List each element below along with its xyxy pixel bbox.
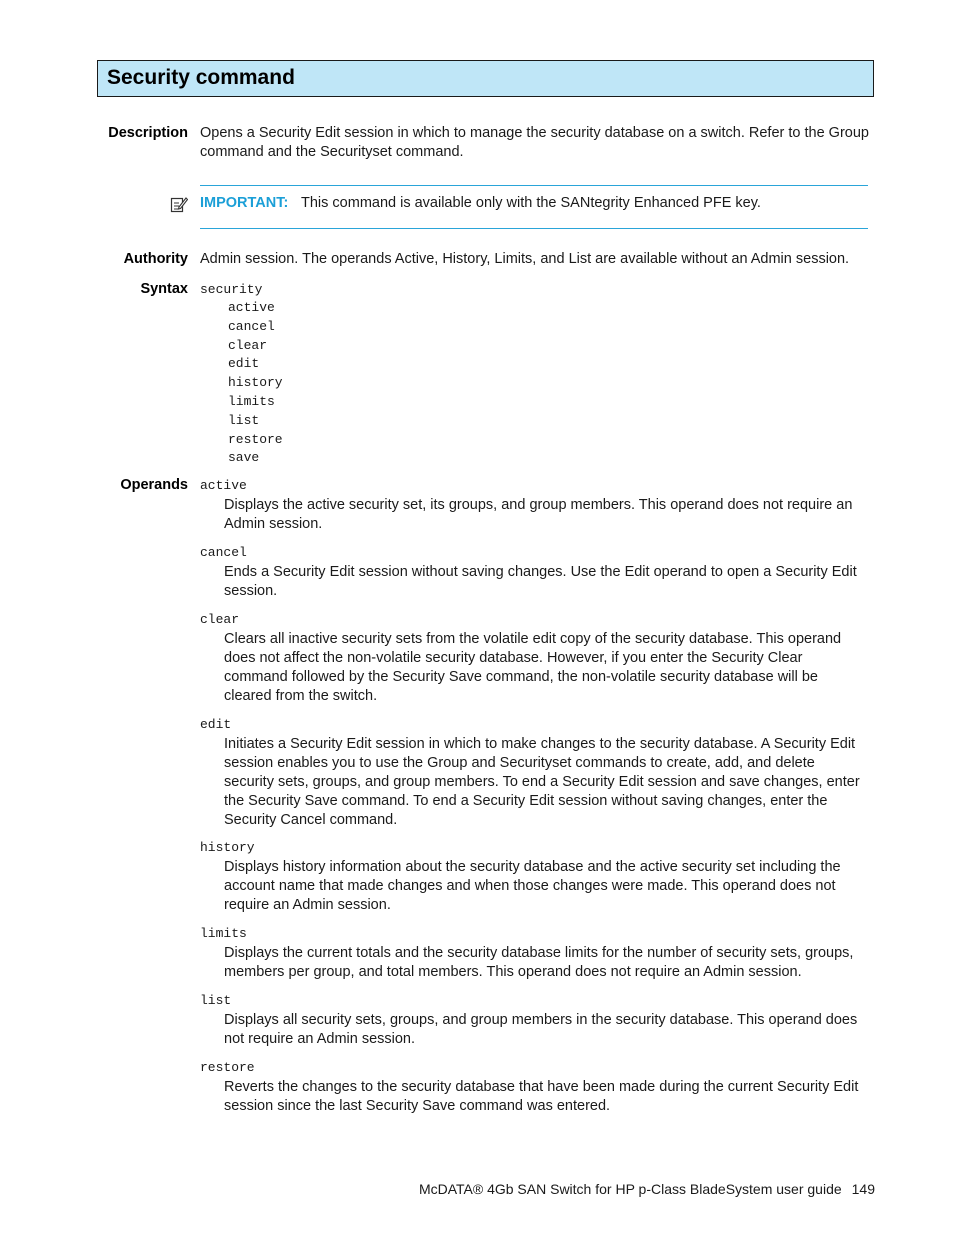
footer-guide-title: McDATA® 4Gb SAN Switch for HP p-Class BladeSystem user guide [418,1181,842,1197]
page-title: Security command [107,66,295,89]
operand-description: Ends a Security Edit session without saving changes. Use the Edit operand to open a Security Edit session. [224,563,857,599]
title-bar [97,60,874,97]
important-text: This command is available only with the SANtegrity Enhanced PFE key. [301,195,761,211]
operand-item [200,544,872,601]
operand-item [200,925,872,982]
syntax-operand: restore [228,431,283,447]
operand-name: clear [200,612,240,627]
operand-description: Displays history information about the security database and the active security set including the account name that made changes and when those changes were made. This operand does not require an Admin session. [224,858,841,913]
description-label: Description [108,125,188,141]
operand-item [200,716,872,830]
syntax-operand: edit [228,356,260,372]
authority-label: Authority [123,251,188,267]
syntax-operand: clear [228,337,268,353]
syntax-operand: cancel [228,318,275,334]
operand-name: restore [200,1060,255,1075]
operand-description: Clears all inactive security sets from the volatile edit copy of the security database. This operand does not affect the non-volatile security database. However, if you enter the Security Clear command followed by the Security Save command, the non-volatile security database will be cleared from the switch. [224,630,842,704]
important-label: IMPORTANT: [200,195,289,211]
operand-description: Displays the current totals and the security database limits for the number of security sets, groups, members per group, and total members. This operand does not require an Admin session. [224,944,854,980]
syntax-operand: active [228,300,275,315]
operand-name: history [200,840,255,855]
operand-name: list [200,993,232,1008]
syntax-operand: list [228,412,260,428]
page-footer [419,1180,875,1199]
syntax-command: security [200,282,263,297]
syntax-operand: history [228,375,283,391]
operand-name: edit [200,717,232,732]
syntax-operand: limits [228,393,275,409]
operand-item [200,477,872,534]
important-note-icon [170,195,188,213]
important-top-rule [200,185,868,186]
operand-item [200,611,872,706]
important-bottom-rule [200,228,868,229]
operand-item [200,839,872,915]
operand-description: Displays the active security set, its groups, and group members. This operand does not require an Admin session. [224,496,853,532]
operand-name: limits [200,926,247,941]
operand-description: Displays all security sets, groups, and group members in the security database. This operand does not require an Admin session. [224,1011,858,1047]
operands-label: Operands [120,477,188,493]
operand-description: Initiates a Security Edit session in which to make changes to the security database. A Security Edit session enables you to use the Group and Securityset commands to create, add, and delete security sets, groups, and group members. To end a Security Edit session and save changes, enter the Security Save command. To end a Security Edit session without saving changes, enter the Security Cancel command. [224,735,860,828]
operand-item [200,992,872,1049]
operand-name: cancel [200,545,247,560]
operand-description: Reverts the changes to the security database that have been made during the current Security Edit session since the last Security Save command was entered. [224,1078,859,1114]
syntax-operand: save [228,450,260,466]
description-text: Opens a Security Edit session in which to manage the security database on a switch. Refer to the Group command and the Securityset command. [200,125,869,160]
operand-name: active [200,478,247,493]
syntax-operand-list [228,299,283,468]
operand-item [200,1059,872,1116]
page-number: 149 [851,1181,875,1197]
authority-text: Admin session. The operands Active, History, Limits, and List are available without an Admin session. [200,251,850,267]
syntax-label: Syntax [140,281,188,297]
